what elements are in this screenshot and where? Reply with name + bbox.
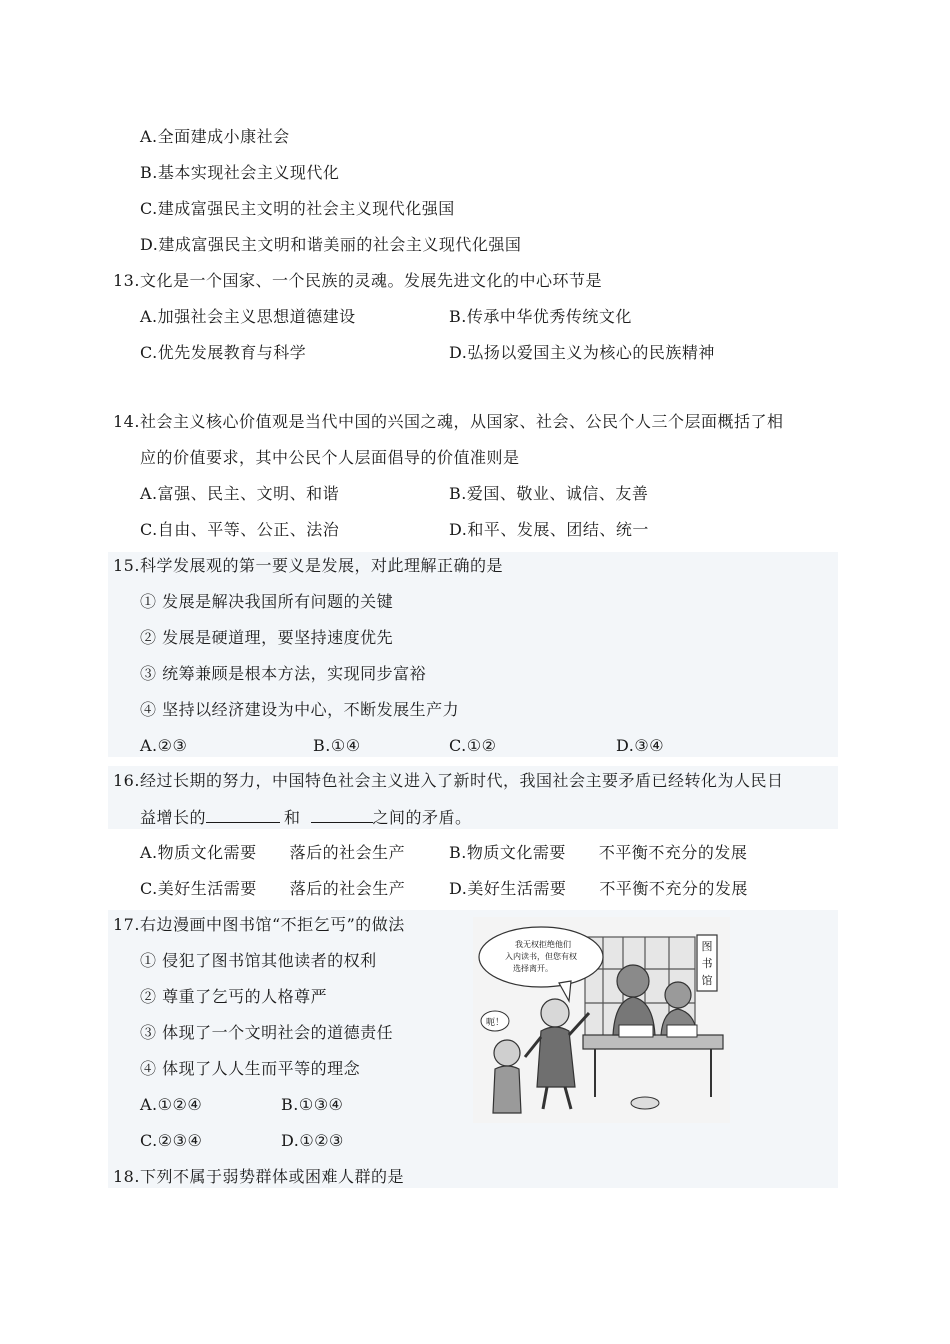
q14-option-d: D.和平、发展、团结、统一 — [449, 520, 649, 539]
q14-stem-line2: 应的价值要求，其中公民个人层面倡导的价值准则是 — [140, 448, 520, 467]
q15-statement-3: ③ 统筹兼顾是根本方法，实现同步富裕 — [140, 664, 427, 683]
sign-char-1: 图 — [701, 940, 713, 953]
q16-option-a: A.物质文化需要 落后的社会生产 — [140, 843, 406, 862]
sign-char-3: 馆 — [701, 974, 713, 987]
q17-option-a: A.①②④ — [140, 1095, 203, 1114]
q15-option-c: C.①② — [449, 736, 497, 755]
q12-option-c: C.建成富强民主文明的社会主义现代化强国 — [140, 199, 455, 218]
sign-char-2: 书 — [701, 957, 713, 970]
q16-stem-line2 — [140, 807, 472, 828]
q12-option-b: B.基本实现社会主义现代化 — [140, 163, 340, 182]
q14-option-c: C.自由、平等、公正、法治 — [140, 520, 340, 539]
q15-option-b: B.①④ — [313, 736, 361, 755]
q17-statement-4: ④ 体现了人人生而平等的理念 — [140, 1059, 361, 1078]
q18-stem: 18.下列不属于弱势群体或困难人群的是 — [113, 1167, 404, 1186]
q15-option-d: D.③④ — [616, 736, 665, 755]
bubble-line-1: 我无权拒绝他们 — [515, 940, 571, 949]
q17-option-b: B.①③④ — [281, 1095, 344, 1114]
bubble-line-3: 选择离开。 — [513, 964, 553, 973]
q12-option-a: A.全面建成小康社会 — [140, 127, 290, 146]
q13-option-b: B.传承中华优秀传统文化 — [449, 307, 632, 326]
exclaim-text: 呃！ — [485, 1018, 505, 1028]
q15-statement-1: ① 发展是解决我国所有问题的关键 — [140, 592, 394, 611]
q13-option-c: C.优先发展教育与科学 — [140, 343, 307, 362]
q15-statement-4: ④ 坚持以经济建设为中心，不断发展生产力 — [140, 700, 460, 719]
q13-option-d: D.弘扬以爱国主义为核心的民族精神 — [449, 343, 715, 362]
q14-option-b: B.爱国、敬业、诚信、友善 — [449, 484, 649, 503]
q17-option-d: D.①②③ — [281, 1131, 344, 1150]
q16-blank-1 — [206, 807, 280, 823]
q17-stem: 17.右边漫画中图书馆“不拒乞丐”的做法 — [113, 915, 405, 934]
q16-option-d: D.美好生活需要 不平衡不充分的发展 — [449, 879, 748, 898]
q15-statement-2: ② 发展是硬道理，要坚持速度优先 — [140, 628, 394, 647]
q15-option-a: A.②③ — [140, 736, 188, 755]
q16-blank-2 — [311, 807, 373, 823]
q16-option-c: C.美好生活需要 落后的社会生产 — [140, 879, 406, 898]
q14-option-a: A.富强、民主、文明、和谐 — [140, 484, 340, 503]
q16-option-b: B.物质文化需要 不平衡不充分的发展 — [449, 843, 748, 862]
bowl — [631, 1097, 659, 1109]
q14-stem-line1: 14.社会主义核心价值观是当代中国的兴国之魂，从国家、社会、公民个人三个层面概括了相 — [113, 412, 784, 431]
q17-statement-2: ② 尊重了乞丐的人格尊严 — [140, 987, 328, 1006]
q13-option-a: A.加强社会主义思想道德建设 — [140, 307, 356, 326]
q13-stem: 13.文化是一个国家、一个民族的灵魂。发展先进文化的中心环节是 — [113, 271, 602, 290]
library-cartoon-image — [473, 917, 730, 1123]
bubble-line-2: 入内读书，但您有权 — [505, 952, 577, 961]
q12-option-d: D.建成富强民主文明和谐美丽的社会主义现代化强国 — [140, 235, 522, 254]
q15-stem: 15.科学发展观的第一要义是发展，对此理解正确的是 — [113, 556, 503, 575]
q16-stem-and: 和 — [284, 808, 301, 827]
q16-stem-prefix: 益增长的 — [140, 808, 207, 827]
q17-option-c: C.②③④ — [140, 1131, 203, 1150]
q16-stem-line1: 16.经过长期的努力，中国特色社会主义进入了新时代，我国社会主要矛盾已经转化为人民日 — [113, 771, 784, 790]
q16-stem-suffix: 之间的矛盾。 — [372, 808, 472, 827]
q17-statement-1: ① 侵犯了图书馆其他读者的权利 — [140, 951, 377, 970]
highlight-band-q15 — [108, 552, 838, 757]
q17-statement-3: ③ 体现了一个文明社会的道德责任 — [140, 1023, 394, 1042]
